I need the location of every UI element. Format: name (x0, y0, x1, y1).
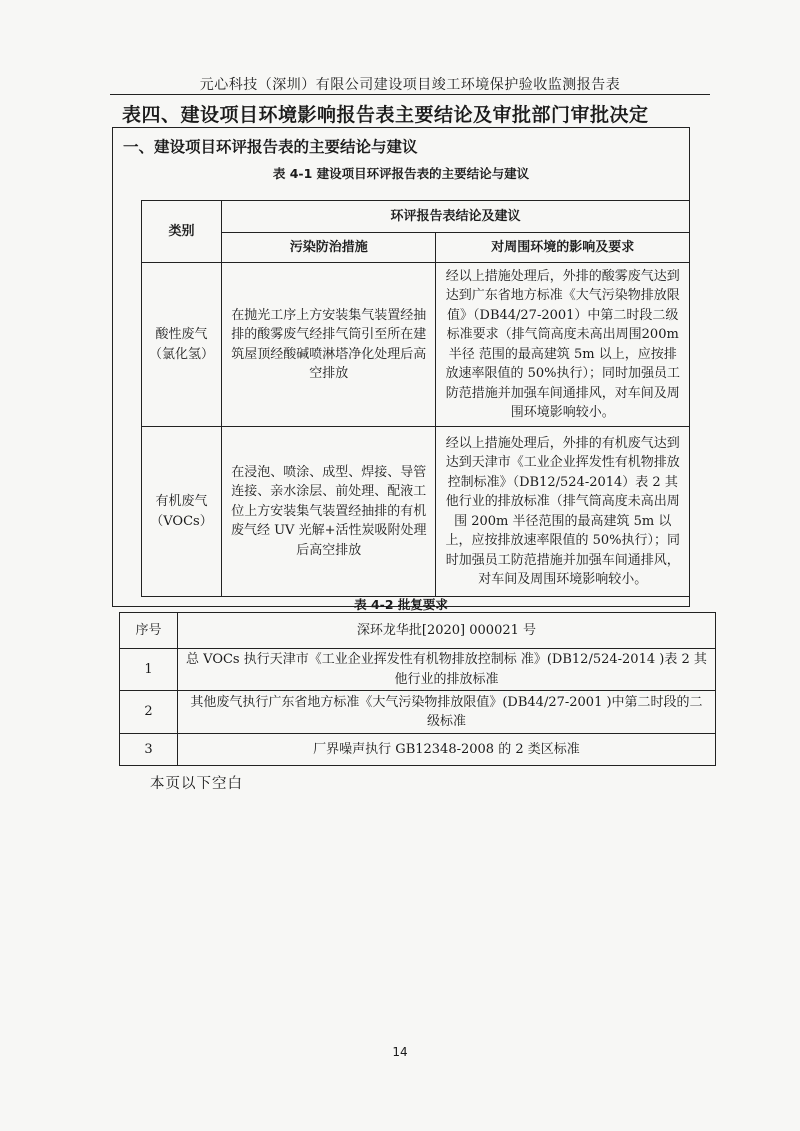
table-header-row (120, 613, 716, 649)
blank-page-note: 本页以下空白 (150, 776, 243, 792)
page-header: 元心科技（深圳）有限公司建设项目竣工环境保护验收监测报告表 (199, 77, 621, 93)
table-subheader-row (142, 233, 690, 263)
header-group: 环评报告表结论及建议 (221, 201, 689, 233)
table-row (120, 691, 716, 734)
header-index: 序号 (120, 613, 178, 649)
header-rule (110, 94, 710, 95)
row-text: 总 VOCs 执行天津市《工业企业挥发性有机物排放控制标 准》(DB12/524-2014 )表 2 其他行业的排放标准 (177, 649, 715, 691)
table-4-2-caption: 表 4-2 批复要求 (354, 597, 448, 612)
category-cell (142, 263, 222, 427)
table-row (142, 263, 690, 427)
category-detail: （氯化氢） (148, 346, 214, 362)
category-name: 酸性废气 (155, 326, 208, 342)
table-header-row (142, 201, 690, 233)
table-4-1-caption: 表 4-1 建设项目环评报告表的主要结论与建议 (272, 166, 530, 181)
row-index: 2 (120, 691, 178, 734)
table-row (120, 734, 716, 766)
table-row (120, 649, 716, 691)
row-text: 厂界噪声执行 GB12348-2008 的 2 类区标准 (177, 734, 715, 766)
row-index: 1 (120, 649, 178, 691)
header-measures: 污染防治措施 (221, 233, 435, 263)
header-category: 类别 (142, 201, 222, 263)
table-4-1 (141, 200, 690, 597)
category-detail: （VOCs） (150, 513, 213, 529)
category-name: 有机废气 (155, 493, 208, 509)
page-number: 14 (392, 1045, 408, 1059)
header-doc-number: 深环龙华批[2020] 000021 号 (177, 613, 715, 649)
row-text: 其他废气执行广东省地方标准《大气污染物排放限值》(DB44/27-2001 )中第二时段的二级标准 (177, 691, 715, 734)
impact-cell: 经以上措施处理后，外排的酸雾废气达到达到广东省地方标准《大气污染物排放限值》（DB44/27-2001）中第二时段二级标准要求（排气筒高度未高出周围200m半径 范围的最高建筑 5m 以上，应按排放速率限值的 50%执行）；同时加强员工防范措施并加强车间通排风，对车间及周围环境影响较小。 (436, 263, 690, 427)
measures-cell: 在浸泡、喷涂、成型、焊接、导管连接、亲水涂层、前处理、配液工位上方安装集气装置经抽排的有机废气经 UV 光解+活性炭吸附处理后高空排放 (221, 427, 435, 597)
header-impact: 对周围环境的影响及要求 (436, 233, 690, 263)
impact-cell: 经以上措施处理后，外排的有机废气达到达到天津市《工业企业挥发性有机物排放控制标准》（DB12/524-2014）表 2 其他行业的排放标准（排气筒高度未高出周围 200m 半径范围的最高建筑 5m 以上，应按排放速率限值的 50%执行）；同时加强员工防范措施并加强车间通排风，对车间及周围环境影响较小。 (436, 427, 690, 597)
table-4-2 (119, 612, 716, 766)
table-row (142, 427, 690, 597)
subsection-title: 一、建设项目环评报告表的主要结论与建议 (123, 138, 418, 156)
section-title: 表四、建设项目环境影响报告表主要结论及审批部门审批决定 (122, 104, 649, 126)
category-cell (142, 427, 222, 597)
row-index: 3 (120, 734, 178, 766)
measures-cell: 在抛光工序上方安装集气装置经抽排的酸雾废气经排气筒引至所在建筑屋顶经酸碱喷淋塔净化处理后高空排放 (221, 263, 435, 427)
